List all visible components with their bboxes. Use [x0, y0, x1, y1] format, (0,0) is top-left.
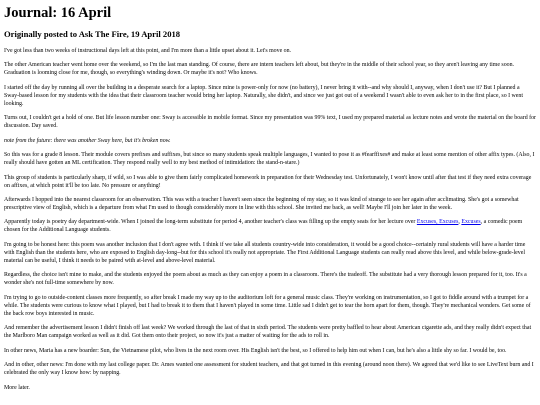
- post-origin-heading: Originally posted to Ask The Fire, 19 April 2018: [4, 28, 181, 39]
- paragraph-poem-opinion: I'm going to be honest here: this poem was another inclusion that I don't agree with. I think if we take all students country-wide into consideration, it would be a good choice--certainly rural students will have a harder time with English than the students here, who are exposed to English day-long--but for this school it's really not appropriate. The First Additional Language students can really read above this level, and while below-grade-level material can be useful, I think it needs to be paired with at-level and above-level material.: [4, 241, 526, 264]
- paragraph-new-boarder: In other news, Maria has a new boarder: Sun, the Vietnamese pilot, who lives in the next room over. His English isn't the best, so I offered to help him out when I can, but he's also a little shy so far. I would be, too.: [4, 347, 507, 354]
- poem-link-excuses-excuses[interactable]: Excuses, Excuses: [416, 219, 459, 226]
- paragraph-intro: I've got less than two weeks of instructional days left at this point, and I'm more than a little upset about it. Let's move on.: [4, 47, 292, 54]
- paragraph-homework: This group of students is particularly sharp, if wild, so I was able to give them fairly complicated homework in preparation for their Wednesday test. Unfortunately, I won't know until after that test if they need extra coverage on affixes, at which point it'll be too late. No pressure or anything!: [4, 174, 532, 189]
- paragraph-grade8-lesson: So this was for a grade 8 lesson. Their module covers prefixes and suffixes, but since so many students speak multiple languages, I wanted to pose it as #fearffixes# and make at least some mention of other affix types. (Also, I really should have gotten an ML certification. They respond really well to my best method of intimidation: the stand-n-stare.): [4, 152, 535, 167]
- paragraph-sway-mobile: Turns out, I couldn't get a hold of one. But life lesson number one: Sway is accessible in mobile format. Since my presentation was 99% text, I used my prepared material as lecture notes and wrote the material on the board for discussion. Day saved.: [4, 115, 537, 130]
- poetry-day-separator: ,: [458, 219, 462, 226]
- poetry-day-text: Apparently today is poetry day department-wide. When I joined the long-term substitute for period 4, another teacher's class was filling up the empty seats for her lecture over: [4, 219, 417, 226]
- poetry-day-text-end: , a comedic poem chosen for the Additional Language students.: [4, 219, 523, 234]
- paragraph-poetry-day: [4, 218, 536, 234]
- paragraph-sign-off: More later.: [4, 384, 30, 391]
- poem-link-excuses[interactable]: Excuses: [461, 219, 481, 226]
- paragraph-college-paper: And in other, other news: I'm done with my last college paper. Dr. Ames wanted one assessment for student teachers, and that got turned in this evening (around noon there). We agreed that we'd like to see LiveText burn and I celebrated the only way I know how: by napping.: [4, 362, 534, 377]
- paragraph-music-class: I'm trying to go to outside-content classes more frequently, so after break I made my way up to the auditorium loft for a general music class. They're working on instrumentation, so I got to fiddle around with a trumpet for a while. The students were curious to know what I played, but I had to break it to them that I haven't played in some time. Little sad I didn't get to tear the horn apart for them, though. They're mechanical wonders. Get some of the back row boys interested in music.: [4, 294, 531, 317]
- paragraph-tradeoff: Regardless, the choice isn't mine to make, and the students enjoyed the poem about as much as they can enjoy a poem in a classroom. There's the tradeoff. The substitute had a very thorough lesson prepared for it, too. It's a wonder she's not full-time somewhere by now.: [4, 272, 527, 287]
- paragraph-advertisement-lesson: And remember the advertisement lesson I didn't finish off last week? We worked through the last of that in sixth period. The students were pretty baffled to hear about American cigarette ads, and they really didn't expect that the Marlboro Man campaign worked as well as it did. Got them onto their project, so now it's just a matter of waiting for the ads to roll in.: [4, 325, 532, 340]
- note-from-future: note from the future: there was another Sway here, but it's broken now.: [4, 137, 171, 144]
- page-title: Journal: 16 April: [4, 5, 112, 21]
- paragraph-last-teacher: The other American teacher went home over the weekend, so I'm the last man standing. Of course, there are intern teachers left about, but they're in the middle of their school year, so they aren't leaving any time soon. Graduation is looming close for me, though, so everything's winding down. Or maybe it's not? Who knows.: [4, 62, 515, 77]
- paragraph-observation: Afterwards I hopped into the nearest classroom for an observation. This was with a teacher I haven't seen since the beginning of my stay, so it was kind of strange to see her again after acclimating. She's got a somewhat prescriptive view of English, which is a departure from what I'm used to though considerably more in line with this school. She invited me back, as well! Maybe I'll join her later in the week.: [4, 196, 519, 211]
- paragraph-laptop-search: I started off the day by running all over the building in a desperate search for a laptop. Since mine is power-only for now (no battery), I never bring it with--and why should I, anyway, when I don't use it? But I planned a Sway-based lesson for my students with the idea that their classroom teacher would bring her laptop. Naturally, she didn't, and since we just got out of a weekend I wasn't able to even ask her to in the first place, so I went looking.: [4, 84, 523, 107]
